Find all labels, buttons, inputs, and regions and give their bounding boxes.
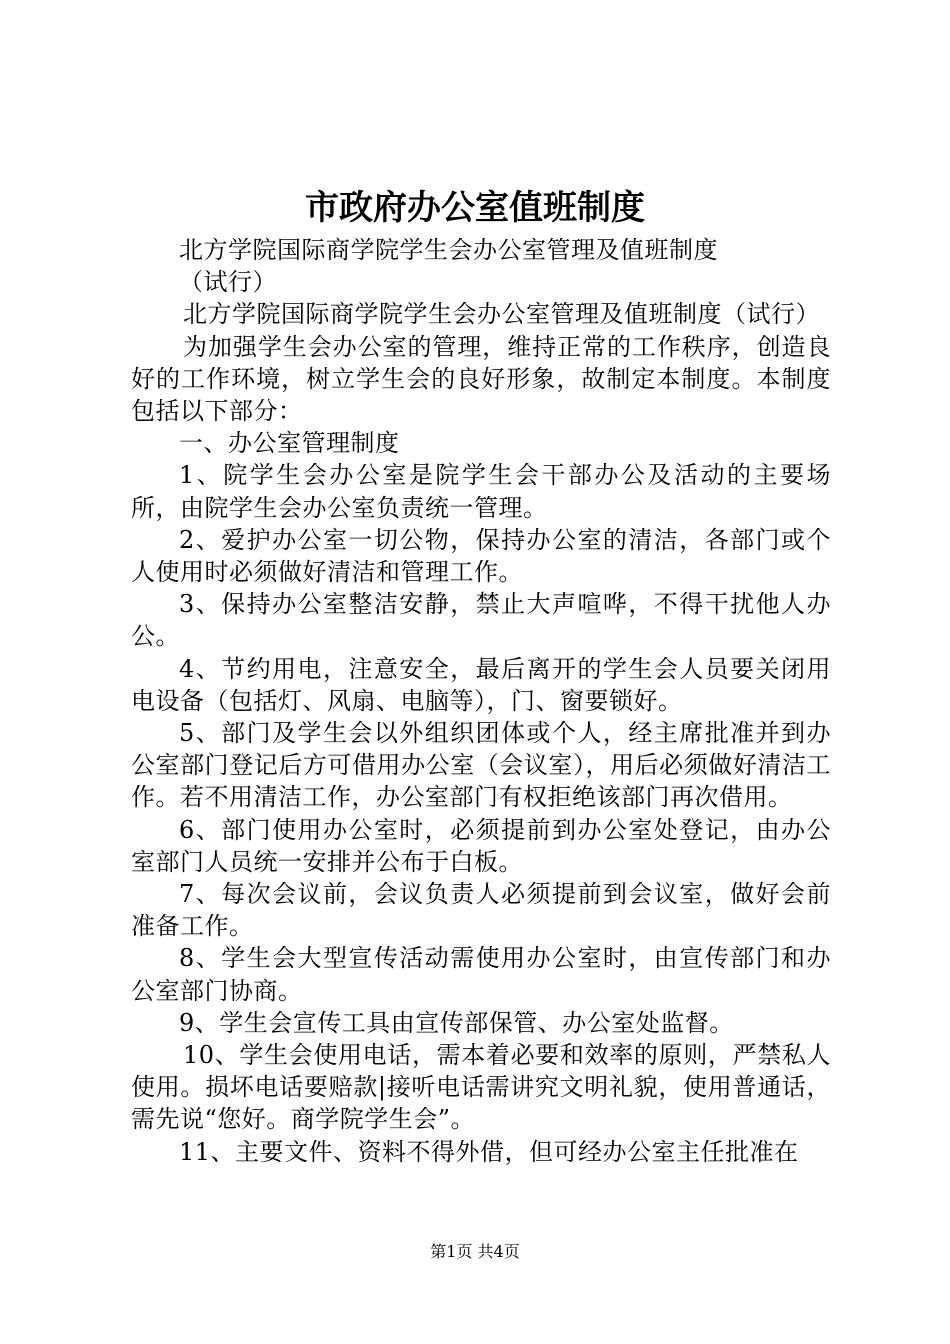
section-heading: 一、办公室管理制度 [179, 429, 400, 458]
paragraph: 5、部门及学生会以外组织团体或个人，经主席批准并到办公室部门登记后方可借用办公室（会议室），用后必须做好清洁工作。若不用清洁工作，办公室部门有权拒绝该部门再次借用。 [131, 719, 831, 812]
paragraph: 1、院学生会办公室是院学生会干部办公及活动的主要场所，由院学生会办公室负责统一管理。 [131, 461, 831, 522]
subtitle-line-1: 北方学院国际商学院学生会办公室管理及值班制度 [179, 236, 718, 264]
document-body [131, 234, 831, 1168]
paragraph: 9、学生会宣传工具由宣传部保管、办公室处监督。 [179, 1008, 734, 1037]
page-number-footer: 第1页 共4页 [430, 1242, 520, 1261]
paragraph: 4、节约用电，注意安全，最后离开的学生会人员要关闭用电设备（包括灯、风扇、电脑等），门、窗要锁好。 [131, 654, 831, 715]
subtitle-line-2: （试行） [179, 268, 277, 297]
paragraph: 2、爱护办公室一切公物，保持办公室的清洁，各部门或个人使用时必须做好清洁和管理工作。 [131, 525, 831, 587]
paragraph: 3、保持办公室整洁安静，禁止大声喧哗，不得干扰他人办公。 [131, 590, 831, 651]
paragraph: 8、学生会大型宣传活动需使用办公室时，由宣传部门和办公室部门协商。 [131, 944, 831, 1005]
paragraph: 7、每次会议前，会议负责人必须提前到会议室，做好会前准备工作。 [131, 880, 831, 941]
paragraph: 北方学院国际商学院学生会办公室管理及值班制度（试行） [183, 300, 820, 329]
paragraph: 10、学生会使用电话，需本着必要和效率的原则，严禁私人使用。损坏电话要赔款|接听电话需讲究文明礼貌，使用普通话，需先说“您好。商学院学生会”。 [131, 1041, 831, 1134]
document-title: 市政府办公室值班制度 [305, 188, 645, 228]
paragraph: 11、主要文件、资料不得外借，但可经办公室主任批准在 [179, 1137, 799, 1166]
paragraph: 为加强学生会办公室的管理，维持正常的工作秩序，创造良好的工作环境，树立学生会的良好形象，故制定本制度。本制度包括以下部分： [131, 332, 831, 426]
paragraph: 6、部门使用办公室时，必须提前到办公室处登记，由办公室部门人员统一安排并公布于白板。 [131, 815, 831, 876]
